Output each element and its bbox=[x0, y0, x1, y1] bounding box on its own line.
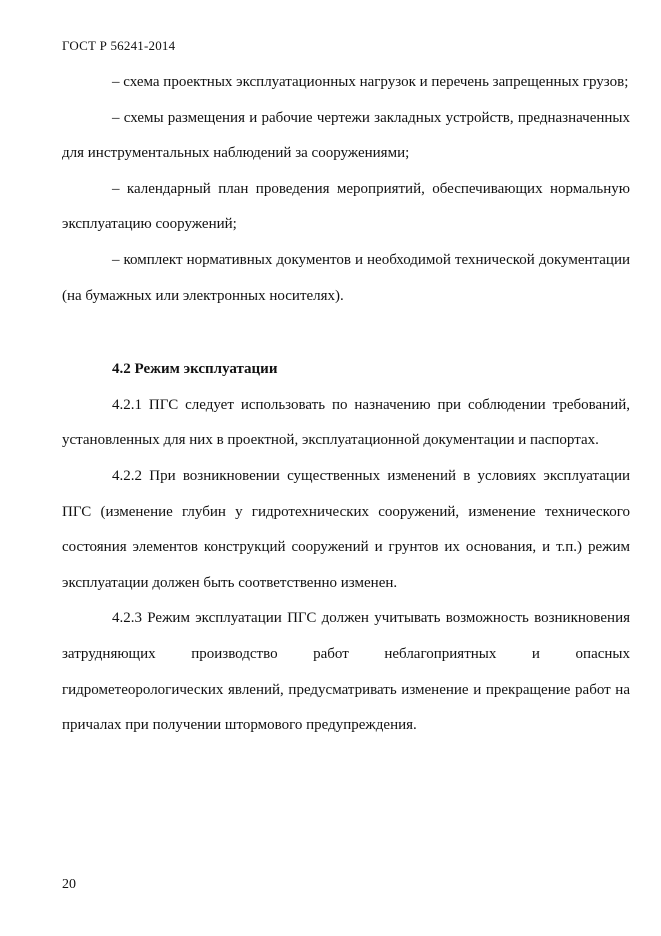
paragraph-4-2-3: 4.2.3 Режим эксплуатации ПГС должен учитывать возможность возникновения затрудняющих производство работ неблагоприятных и опасных гидрометеорологических явлений, предусматривать изменение и прекращение работ на причалах при получении штормового предупреждения. bbox=[62, 610, 630, 734]
section-heading: 4.2 Режим эксплуатации bbox=[112, 361, 278, 378]
paragraph-4-2-1: 4.2.1 ПГС следует использовать по назначению при соблюдении требований, установленных для них в проектной, эксплуатационной документации и паспортах. bbox=[62, 396, 630, 449]
page-number: 20 bbox=[62, 877, 76, 892]
list-item: – схемы размещения и рабочие чертежи закладных устройств, предназначенных для инструментальных наблюдений за сооружениями; bbox=[62, 109, 630, 162]
list-item: – схема проектных эксплуатационных нагрузок и перечень запрещенных грузов; bbox=[112, 74, 629, 90]
list-item: – комплект нормативных документов и необходимой технической документации (на бумажных или электронных носителях). bbox=[62, 251, 630, 304]
document-header: ГОСТ Р 56241-2014 bbox=[62, 38, 176, 53]
document-body bbox=[62, 65, 630, 744]
list-item: – календарный план проведения мероприятий, обеспечивающих нормальную эксплуатацию сооружений; bbox=[62, 180, 630, 233]
paragraph-4-2-2: 4.2.2 При возникновении существенных изменений в условиях эксплуатации ПГС (изменение глубин у гидротехнических сооружений, изменение технического состояния элементов конструкций сооружений и грунтов их основания, и т.п.) режим эксплуатации должен быть соответственно изменен. bbox=[62, 467, 630, 591]
